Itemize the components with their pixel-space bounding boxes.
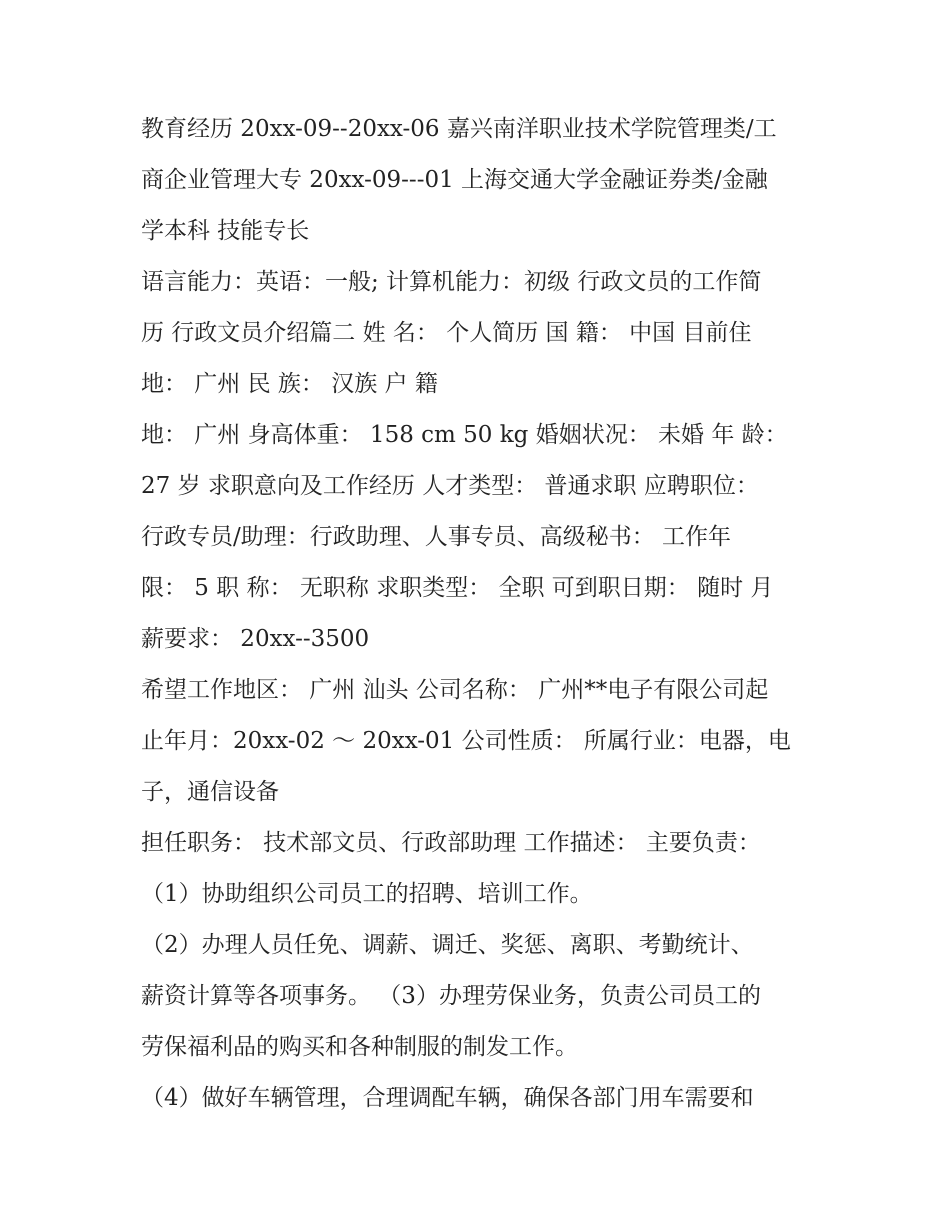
text-line-12: 希望工作地区： 广州 汕头 公司名称： 广州**电子有限公司起 (141, 677, 769, 703)
resume-text-block (141, 104, 821, 1124)
text-line-9: 行政专员/助理：行政助理、人事专员、高级秘书： 工作年 (141, 524, 732, 550)
text-line-6: 地： 广州 民 族： 汉族 户 籍 (141, 371, 438, 397)
text-line-5: 历 行政文员介绍篇二 姓 名： 个人简历 国 籍： 中国 目前住 (141, 320, 752, 346)
text-line-1: 教育经历 20xx-09--20xx-06 嘉兴南洋职业技术学院管理类/工 (141, 116, 777, 142)
text-line-10: 限： 5 职 称： 无职称 求职类型： 全职 可到职日期： 随时 月 (141, 575, 774, 601)
text-line-20: （4）做好车辆管理，合理调配车辆，确保各部门用车需要和 (141, 1085, 754, 1111)
text-line-3: 学本科 技能专长 (141, 218, 310, 244)
text-line-4: 语言能力：英语：一般; 计算机能力：初级 行政文员的工作简 (141, 269, 762, 295)
text-line-7: 地： 广州 身高体重： 158 cm 50 kg 婚姻状况： 未婚 年 龄： (141, 422, 788, 448)
text-line-2: 商企业管理大专 20xx-09---01 上海交通大学金融证券类/金融 (141, 167, 768, 193)
text-line-11: 薪要求： 20xx--3500 (141, 626, 370, 652)
text-line-8: 27 岁 求职意向及工作经历 人才类型： 普通求职 应聘职位： (141, 473, 759, 499)
text-line-19: 劳保福利品的购买和各种制服的制发工作。 (141, 1034, 578, 1060)
text-line-13: 止年月：20xx-02 ～ 20xx-01 公司性质： 所属行业：电器，电 (141, 728, 791, 754)
text-line-17: （2）办理人员任免、调薪、调迁、奖惩、离职、考勤统计、 (141, 932, 754, 958)
text-line-14: 子，通信设备 (141, 779, 279, 805)
text-line-15: 担任职务： 技术部文员、行政部助理 工作描述： 主要负责： (141, 830, 761, 856)
text-line-16: （1）协助组织公司员工的招聘、培训工作。 (141, 881, 593, 907)
text-line-18: 薪资计算等各项事务。 （3）办理劳保业务，负责公司员工的 (141, 983, 761, 1009)
